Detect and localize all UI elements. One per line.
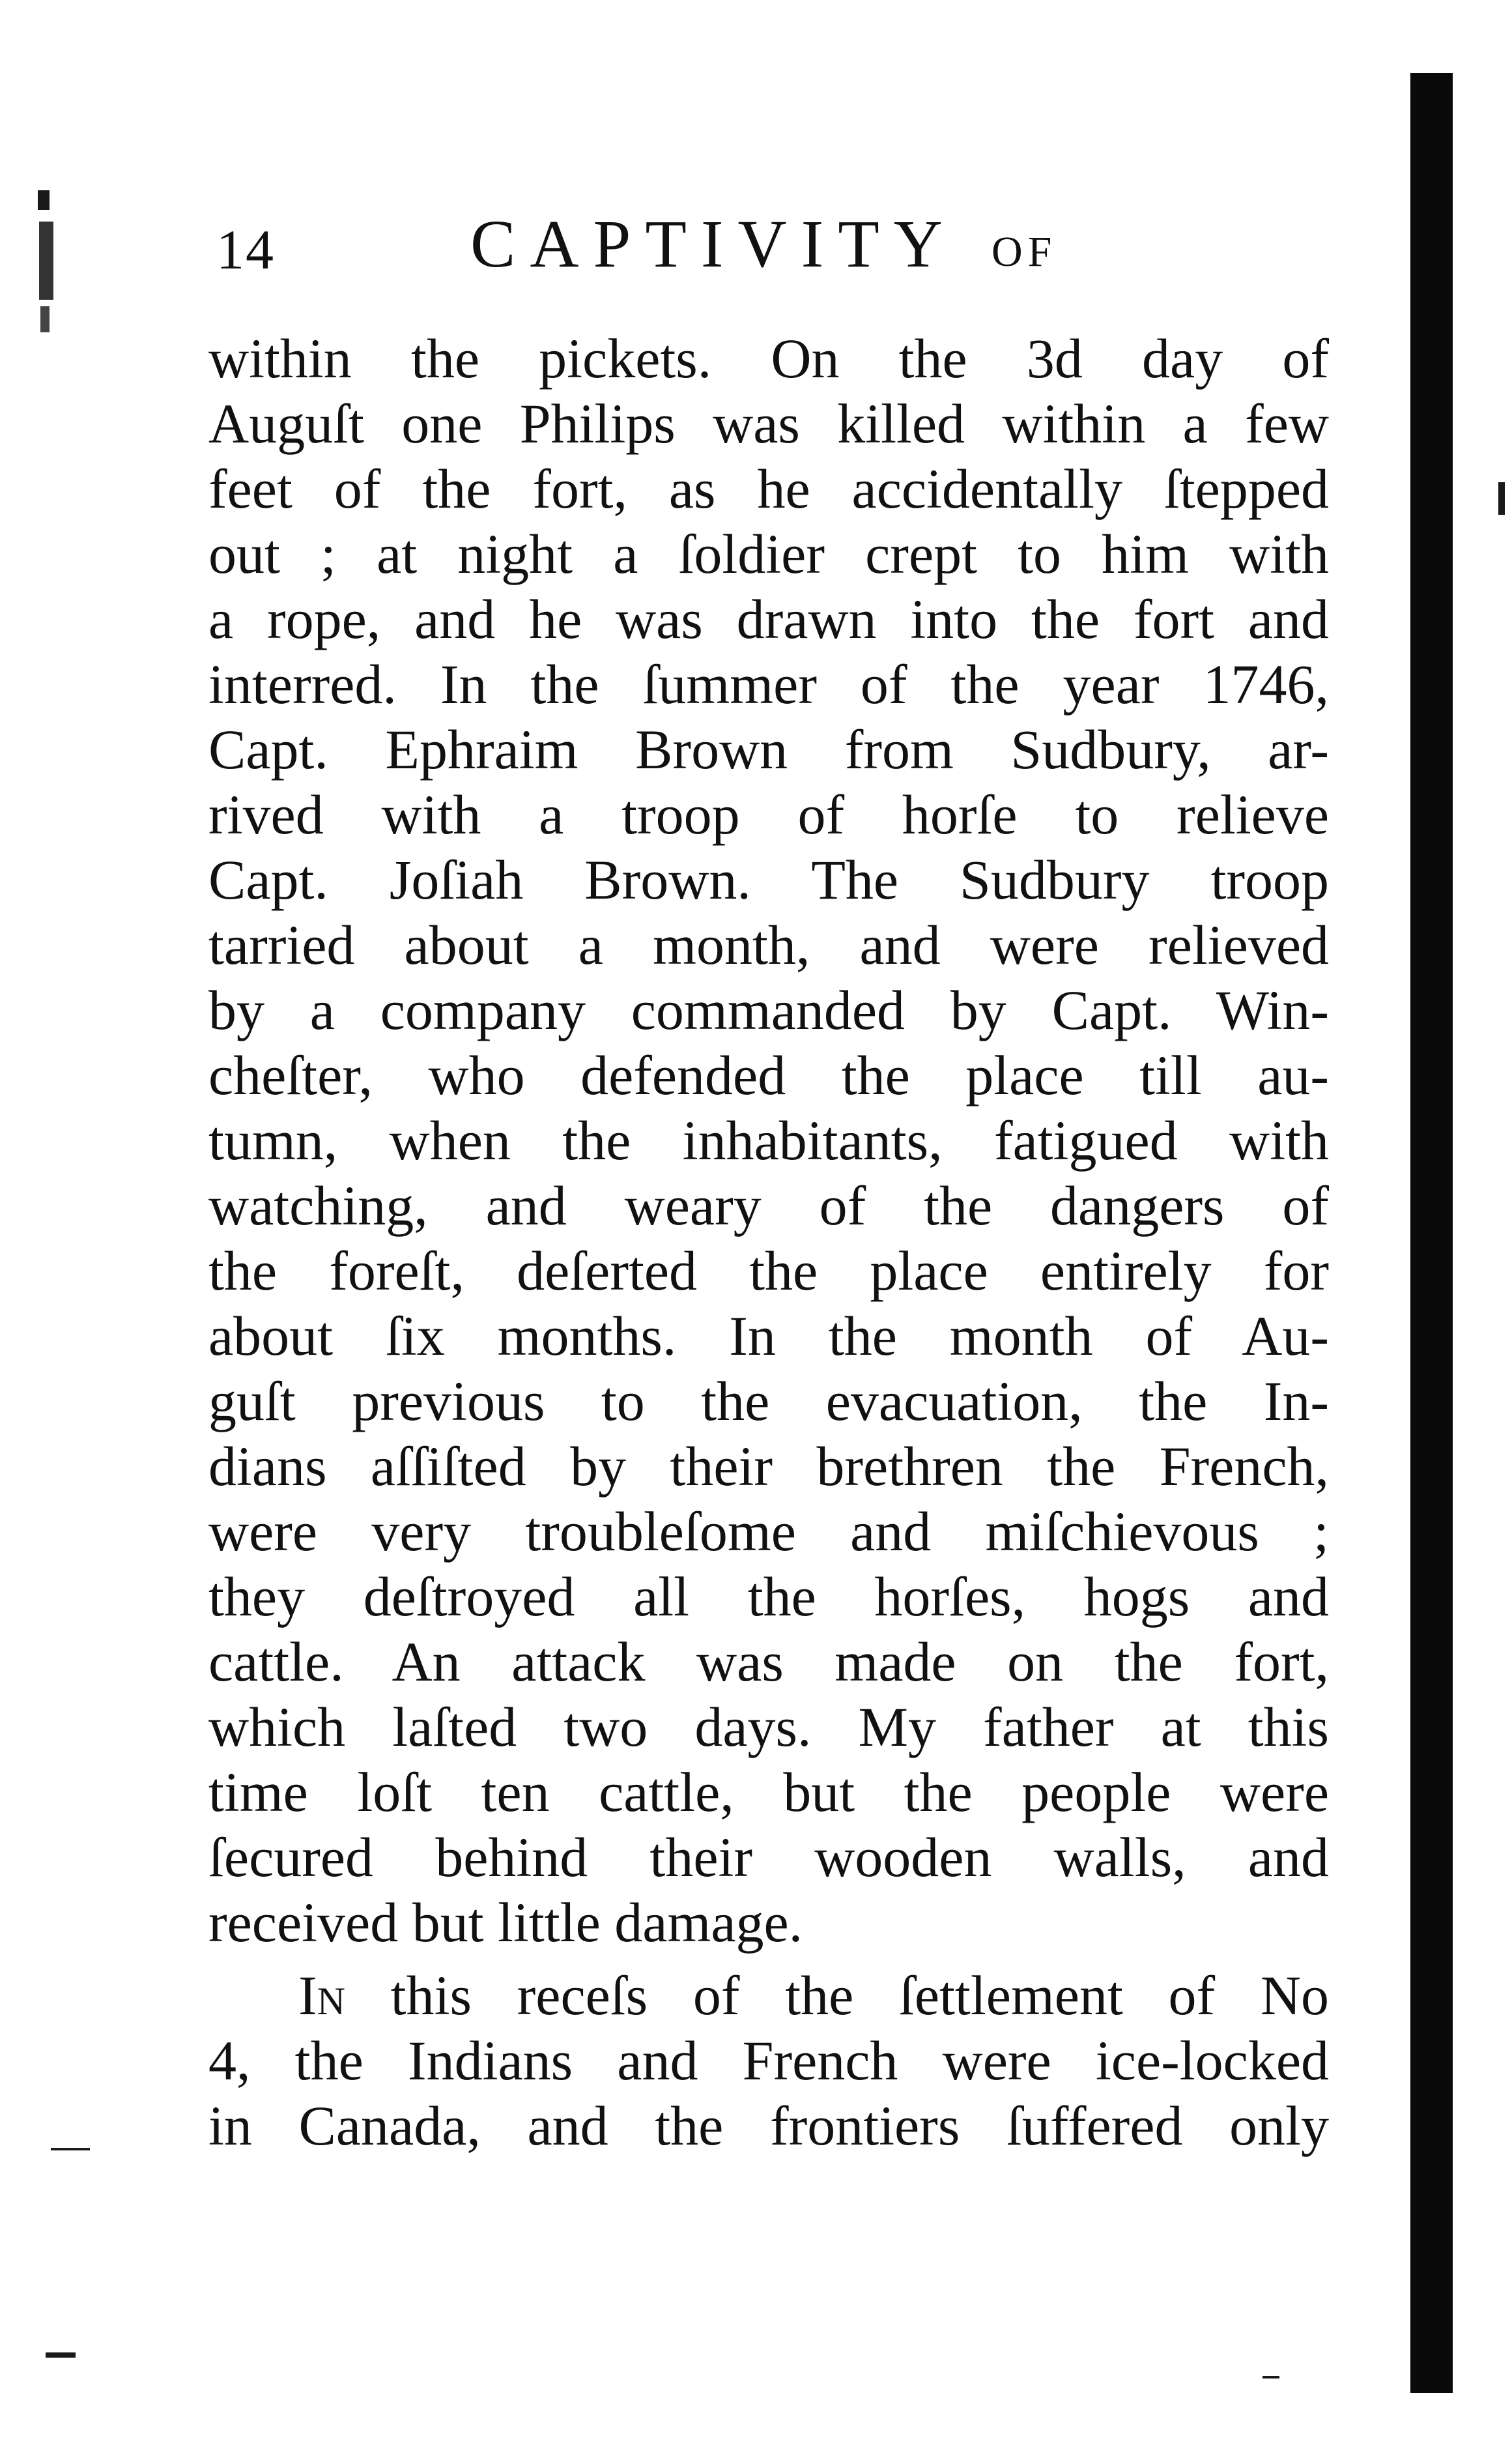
- left-edge-mark: [39, 222, 53, 300]
- text-line: Capt. Joſiah Brown. The Sudbury troop: [208, 848, 1329, 911]
- left-edge-mark: [46, 2352, 76, 2358]
- text-line: about ſix months. In the month of Au-: [208, 1305, 1329, 1367]
- text-line: interred. In the ſummer of the year 1746,: [208, 653, 1329, 716]
- text-line: Capt. Ephraim Brown from Sudbury, ar-: [208, 718, 1329, 781]
- text-line: ſecured behind their wooden walls, and: [208, 1826, 1329, 1888]
- text-line-rest: this receſs of the ſettlement of No: [345, 1964, 1329, 2027]
- text-line: cattle. An attack was made on the fort,: [208, 1630, 1329, 1693]
- bottom-mark: [1262, 2376, 1279, 2378]
- text-line: out ; at night a ſoldier crept to him with: [208, 523, 1329, 585]
- paragraph: [208, 326, 1329, 1955]
- text-line: which laſted two days. My father at this: [208, 1696, 1329, 1758]
- left-edge-mark: [51, 2148, 90, 2150]
- gutter-shadow: [1410, 73, 1453, 2393]
- text-line: the foreſt, deſerted the place entirely for: [208, 1239, 1329, 1302]
- running-title: CAPTIVITY: [470, 207, 957, 282]
- paragraph-lead-word: In: [298, 1964, 345, 2027]
- paragraph: [208, 1963, 1329, 2158]
- text-line: a rope, and he was drawn into the fort and: [208, 588, 1329, 650]
- text-line: 4, the Indians and French were ice-locked: [208, 2029, 1329, 2092]
- text-line: by a company commanded by Capt. Win-: [208, 979, 1329, 1041]
- paragraph-gap: [208, 1955, 1329, 1963]
- text-line: they deſtroyed all the horſes, hogs and: [208, 1565, 1329, 1628]
- left-edge-mark: [40, 306, 50, 332]
- running-title-of: OF: [991, 228, 1057, 276]
- text-line: Auguſt one Philips was killed within a few: [208, 392, 1329, 455]
- left-edge-mark: [38, 190, 50, 210]
- body-text: [208, 326, 1329, 2158]
- text-line: were very troubleſome and miſchievous ;: [208, 1500, 1329, 1563]
- text-line: watching, and weary of the dangers of: [208, 1174, 1329, 1237]
- text-line: rived with a troop of horſe to relieve: [208, 783, 1329, 846]
- text-line: within the pickets. On the 3d day of: [208, 327, 1329, 390]
- text-line: cheſter, who defended the place till au-: [208, 1044, 1329, 1106]
- right-edge-mark: [1498, 482, 1505, 515]
- text-line: feet of the fort, as he accidentally ſtepped: [208, 457, 1329, 520]
- text-line: tumn, when the inhabitants, fatigued with: [208, 1109, 1329, 1172]
- text-line-lead: [208, 1963, 1329, 2028]
- text-line: tarried about a month, and were relieved: [208, 914, 1329, 976]
- text-line: guſt previous to the evacuation, the In-: [208, 1370, 1329, 1432]
- text-line: time loſt ten cattle, but the people were: [208, 1761, 1329, 1823]
- text-line: received but little damage.: [208, 1891, 803, 1954]
- text-line: in Canada, and the frontiers ſuffered only: [208, 2094, 1329, 2157]
- text-line: dians aſſiſted by their brethren the French,: [208, 1435, 1329, 1497]
- running-header: [208, 199, 1329, 290]
- page-number: 14: [216, 218, 275, 281]
